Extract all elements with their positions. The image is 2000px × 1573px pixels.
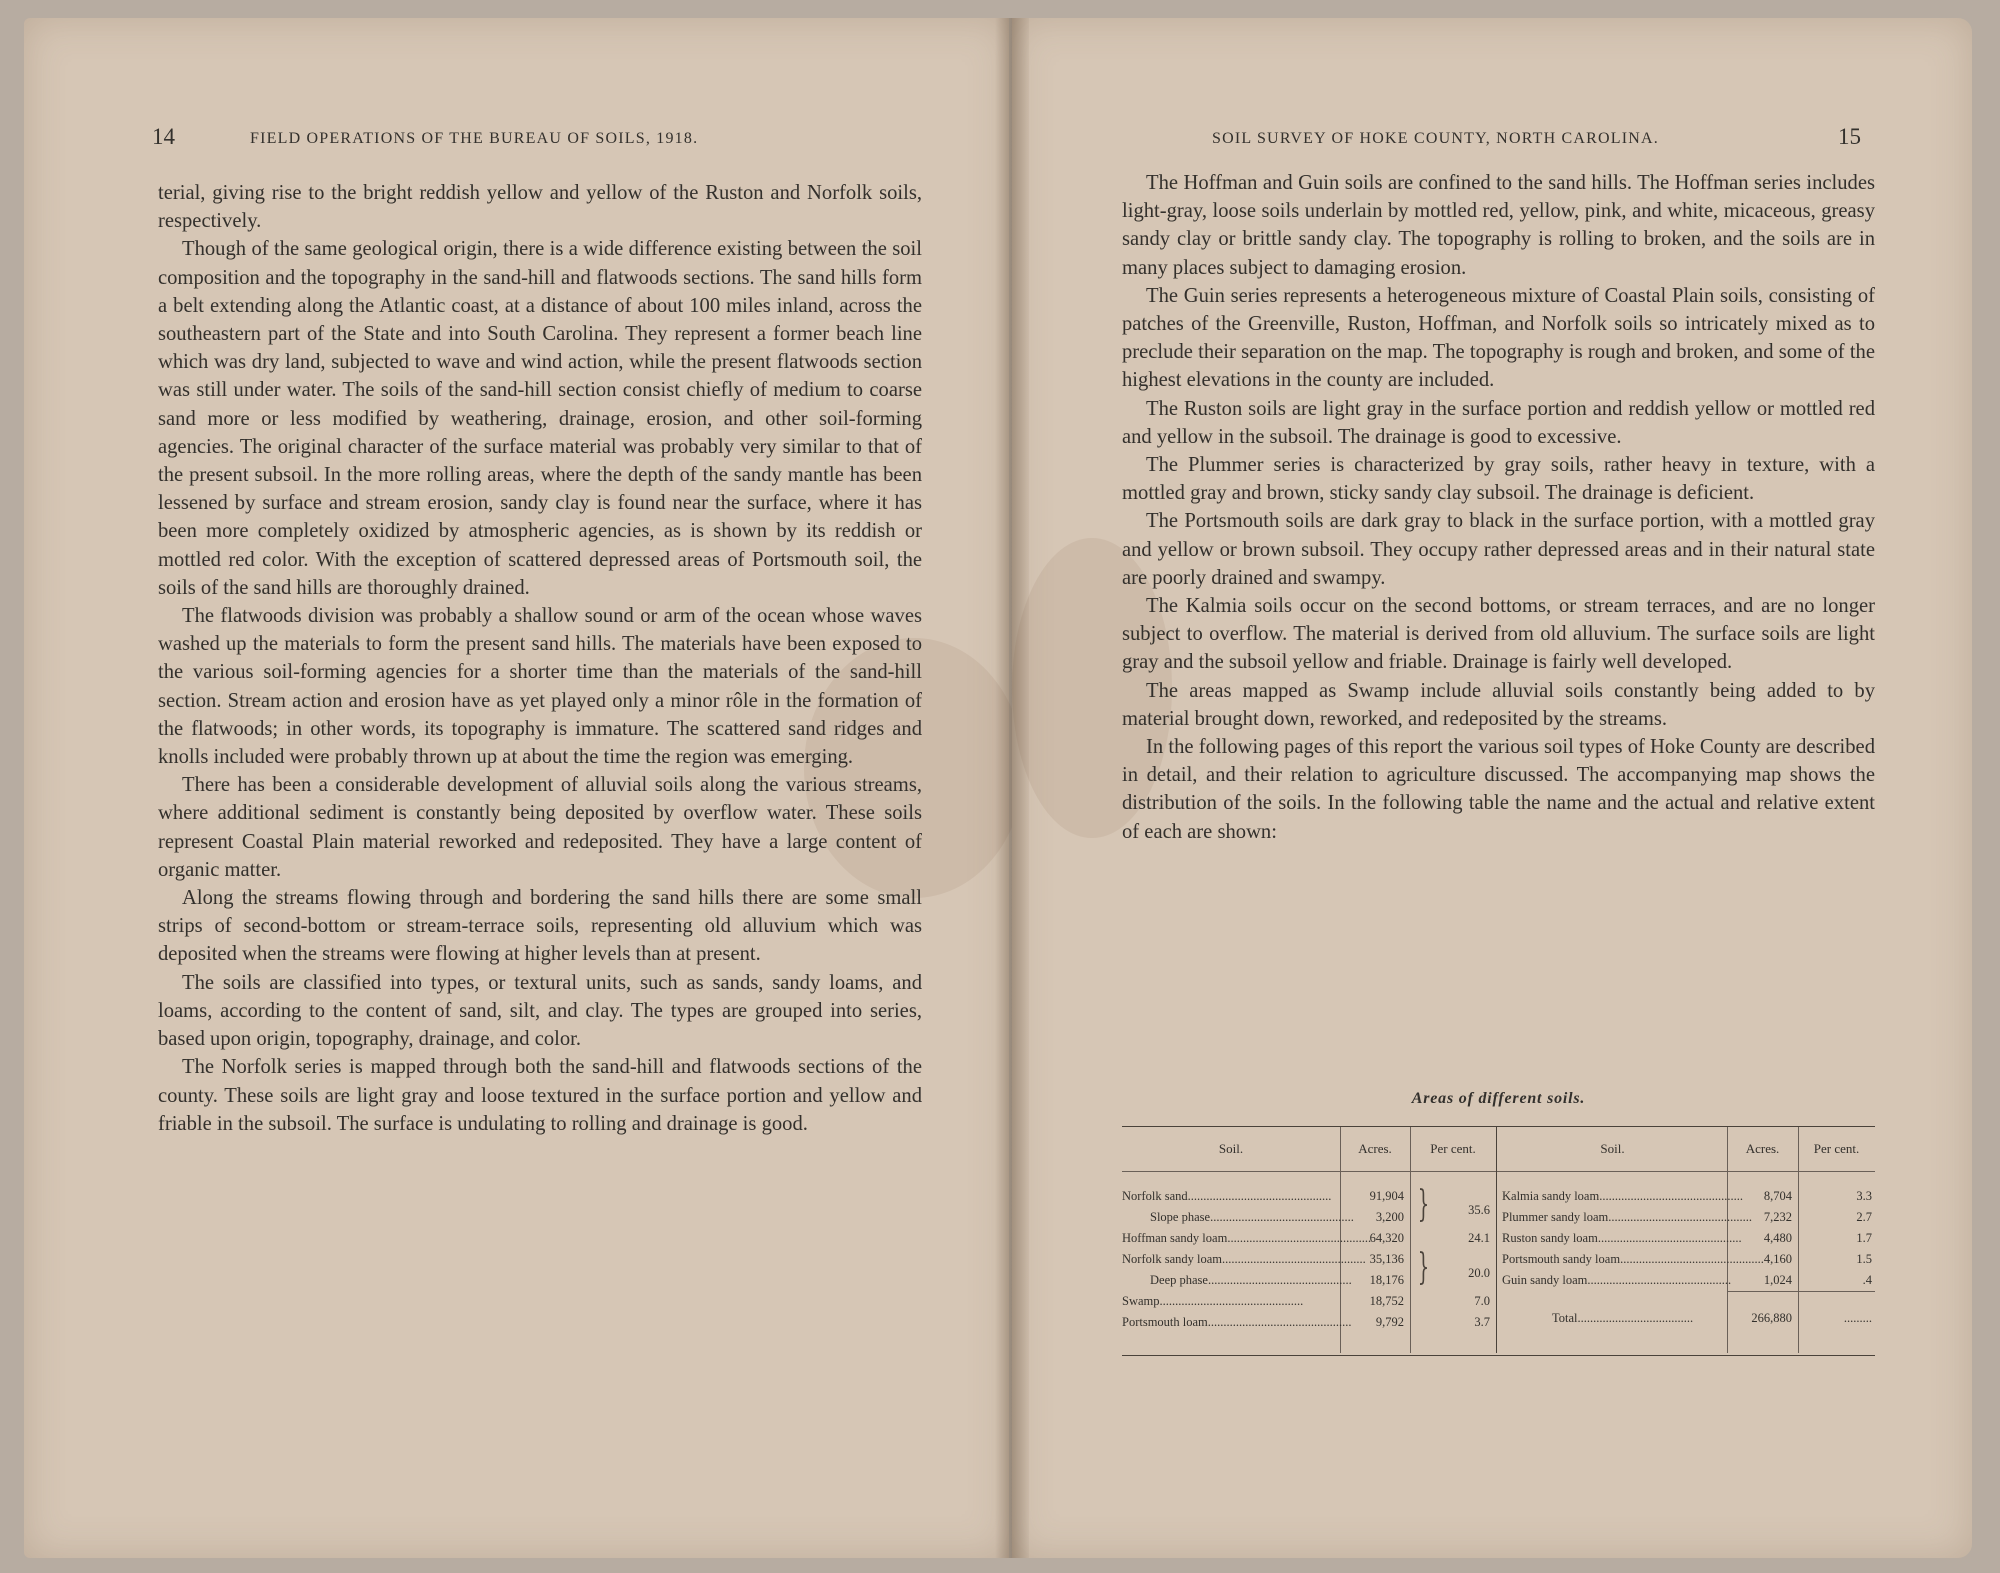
table-row-percent: 24.1 [1468, 1231, 1490, 1245]
right-paragraph: The Ruston soils are light gray in the surface portion and reddish yellow or mottled red and yellow in the subsoil. The drainage is good to excessive. [1122, 397, 1875, 448]
group-percent-norfolk-sand: 35.6 [1468, 1203, 1490, 1217]
right-paragraph: In the following pages of this report the various soil types of Hoke County are described in detail, and their relation to agriculture discussed. The accompanying map shows the distribution of the soils. In the following table the name and the actual and relative extent of each are shown: [1122, 736, 1875, 843]
left-paragraph: Along the streams flowing through and bordering the sand hills there are some small strips of second-bottom or stream-terrace soils, representing old alluvium which was deposited when the streams were flowing at higher levels than at present. [158, 887, 922, 966]
table-row-acres: 4,480 [1763, 1231, 1792, 1245]
table-caption: Areas of different soils. [1411, 1090, 1586, 1107]
header-soil-right: Soil. [1600, 1141, 1625, 1156]
table-row-acres: 35,136 [1369, 1252, 1404, 1266]
right-page-number: 15 [1838, 124, 1861, 149]
right-body-text [1122, 169, 1875, 846]
right-paragraph: The Kalmia soils occur on the second bottoms, or stream terraces, and are no longer subject to overflow. The material is derived from old alluvium. The surface soils are light gray and the subsoil yellow and friable. Drainage is fairly well developed. [1122, 595, 1875, 674]
left-paragraph: terial, giving rise to the bright reddish yellow and yellow of the Ruston and Norfolk soils, respectively. [158, 182, 922, 233]
right-page [1012, 18, 1972, 1558]
right-paragraph: The areas mapped as Swamp include alluvial soils constantly being added to by material brought down, reworked, and redeposited by the streams. [1122, 679, 1875, 730]
right-running-head: SOIL SURVEY OF HOKE COUNTY, NORTH CAROLINA. [1212, 130, 1659, 147]
left-paragraph: The soils are classified into types, or textural units, such as sands, sandy loams, and loams, according to the content of sand, silt, and clay. The types are grouped into series, based upon origin, topography, drainage, and color. [158, 971, 922, 1051]
table-row-acres: 91,904 [1369, 1189, 1404, 1203]
table-row-acres: 18,752 [1369, 1294, 1404, 1308]
table-row-acres: 18,176 [1369, 1273, 1404, 1287]
left-page [24, 18, 1009, 1558]
table-row-soil: Plummer sandy loam.............................................. [1502, 1210, 1752, 1224]
table-row-soil: Deep phase.............................................. [1150, 1273, 1352, 1287]
table-row-soil: Hoffman sandy loam.............................................. [1122, 1231, 1372, 1245]
total-row-acres: 266,880 [1751, 1311, 1792, 1325]
table-row-acres: 4,160 [1763, 1252, 1792, 1266]
left-paragraph: The flatwoods division was probably a shallow sound or arm of the ocean whose waves washed up the materials to form the present sand hills. The materials have been exposed to the various soil-forming agencies for a shorter time than the materials of the sand-hill section. Stream action and erosion have as yet played only a minor rôle in the formation of the flatwoods; in other words, its topography is immature. The scattered sand ridges and knolls included were probably thrown up at about the time the region was emerging. [158, 605, 922, 769]
soil-area-table [1122, 1126, 1875, 1356]
book-gutter [995, 18, 1029, 1558]
table-row-acres: 3,200 [1375, 1210, 1404, 1224]
header-percent-left: Per cent. [1430, 1141, 1476, 1156]
total-row-label: Total..................................... [1552, 1311, 1694, 1325]
right-paragraph: The Portsmouth soils are dark gray to black in the surface portion, with a mottled gray and yellow or brown subsoil. They occupy rather depressed areas and in their natural state are poorly drained and swampy. [1122, 510, 1875, 589]
left-body-text [158, 179, 922, 1138]
table-row-acres: 1,024 [1763, 1273, 1792, 1287]
group-percent-norfolk-sandy-loam: 20.0 [1468, 1266, 1490, 1280]
table-row-percent: .4 [1862, 1273, 1872, 1287]
table-row-soil: Kalmia sandy loam.............................................. [1502, 1189, 1743, 1203]
table-row-soil: Guin sandy loam.............................................. [1502, 1273, 1732, 1287]
table-row-percent: 7.0 [1474, 1294, 1490, 1308]
brace-norfolk-sand: } [1417, 1184, 1430, 1225]
table-row-soil: Portsmouth sandy loam.............................................. [1502, 1252, 1764, 1266]
left-page-number: 14 [152, 124, 175, 149]
brace-norfolk-sandy-loam: } [1417, 1247, 1430, 1288]
right-paragraph: The Guin series represents a heterogeneous mixture of Coastal Plain soils, consisting of patches of the Greenville, Ruston, Hoffman, and Norfolk soils so intricately mixed as to preclude their separation on the map. The topography is rough and broken, and some of the highest elevations in the county are included. [1122, 284, 1875, 392]
table-row-percent: 3.7 [1474, 1315, 1490, 1329]
left-paragraph: There has been a considerable development of alluvial soils along the various streams, where additional sediment is constantly being deposited by overflow water. These soils represent Coastal Plain material reworked and redeposited. They have a large content of organic matter. [158, 774, 922, 881]
table-row-acres: 8,704 [1763, 1189, 1792, 1203]
total-row-percent: ......... [1843, 1311, 1872, 1325]
table-row-soil: Portsmouth loam.............................................. [1122, 1315, 1352, 1329]
table-row-percent: 1.5 [1856, 1252, 1872, 1266]
table-row-acres: 64,320 [1369, 1231, 1404, 1245]
table-row-soil: Slope phase.............................................. [1150, 1210, 1354, 1224]
header-soil-left: Soil. [1218, 1141, 1244, 1156]
left-paragraph: Though of the same geological origin, there is a wide difference existing between the soil composition and the topography in the sand-hill and flatwoods sections. The sand hills form a belt extending along the Atlantic coast, at a distance of about 100 miles inland, across the southeastern part of the State and into South Carolina. They represent a former beach line which was dry land, subjected to wave and wind action, while the present flatwoods section was still under water. The soils of the sand-hill section consist chiefly of medium to coarse sand more or less modified by weathering, drainage, erosion, and other soil-forming agencies. The original character of the surface material was probably very similar to that of the present subsoil. In the more rolling areas, where the depth of the sandy mantle has been lessened by surface and stream erosion, sandy clay is found near the surface, where it has been more completely oxidized by atmospheric agencies, as is shown by its reddish or mottled red color. With the exception of scattered depressed areas of Portsmouth soil, the soils of the sand hills are thoroughly drained. [158, 238, 922, 599]
table-row-percent: 3.3 [1856, 1189, 1872, 1203]
left-paragraph: The Norfolk series is mapped through both the sand-hill and flatwoods sections of the county. These soils are light gray and loose textured in the surface portion and yellow and friable in the subsoil. The surface is undulating to rolling and drainage is good. [158, 1056, 922, 1135]
table-row-percent: 1.7 [1856, 1231, 1872, 1245]
table-row-acres: 9,792 [1375, 1315, 1404, 1329]
header-percent-right: Per cent. [1813, 1141, 1860, 1156]
left-running-head: FIELD OPERATIONS OF THE BUREAU OF SOILS, 1918. [250, 130, 699, 147]
header-acres-left: Acres. [1358, 1141, 1392, 1156]
right-paragraph: The Hoffman and Guin soils are confined to the sand hills. The Hoffman series includes light-gray, loose soils underlain by mottled red, yellow, pink, and white, micaceous, greasy sandy clay or brittle sandy clay. The topography is rolling to broken, and the soils are in many places subject to damaging erosion. [1122, 172, 1875, 279]
table-row-percent: 2.7 [1856, 1210, 1872, 1224]
table-row-soil: Swamp.............................................. [1122, 1294, 1304, 1308]
table-row-acres: 7,232 [1763, 1210, 1792, 1224]
table-row-soil: Ruston sandy loam.............................................. [1502, 1231, 1742, 1245]
header-acres-right: Acres. [1745, 1141, 1780, 1156]
right-paragraph: The Plummer series is characterized by gray soils, rather heavy in texture, with a mottled gray and brown, sticky sandy clay subsoil. The drainage is deficient. [1122, 454, 1875, 505]
table-row-soil: Norfolk sandy loam.............................................. [1122, 1252, 1366, 1266]
table-row-soil: Norfolk sand.............................................. [1122, 1189, 1332, 1203]
